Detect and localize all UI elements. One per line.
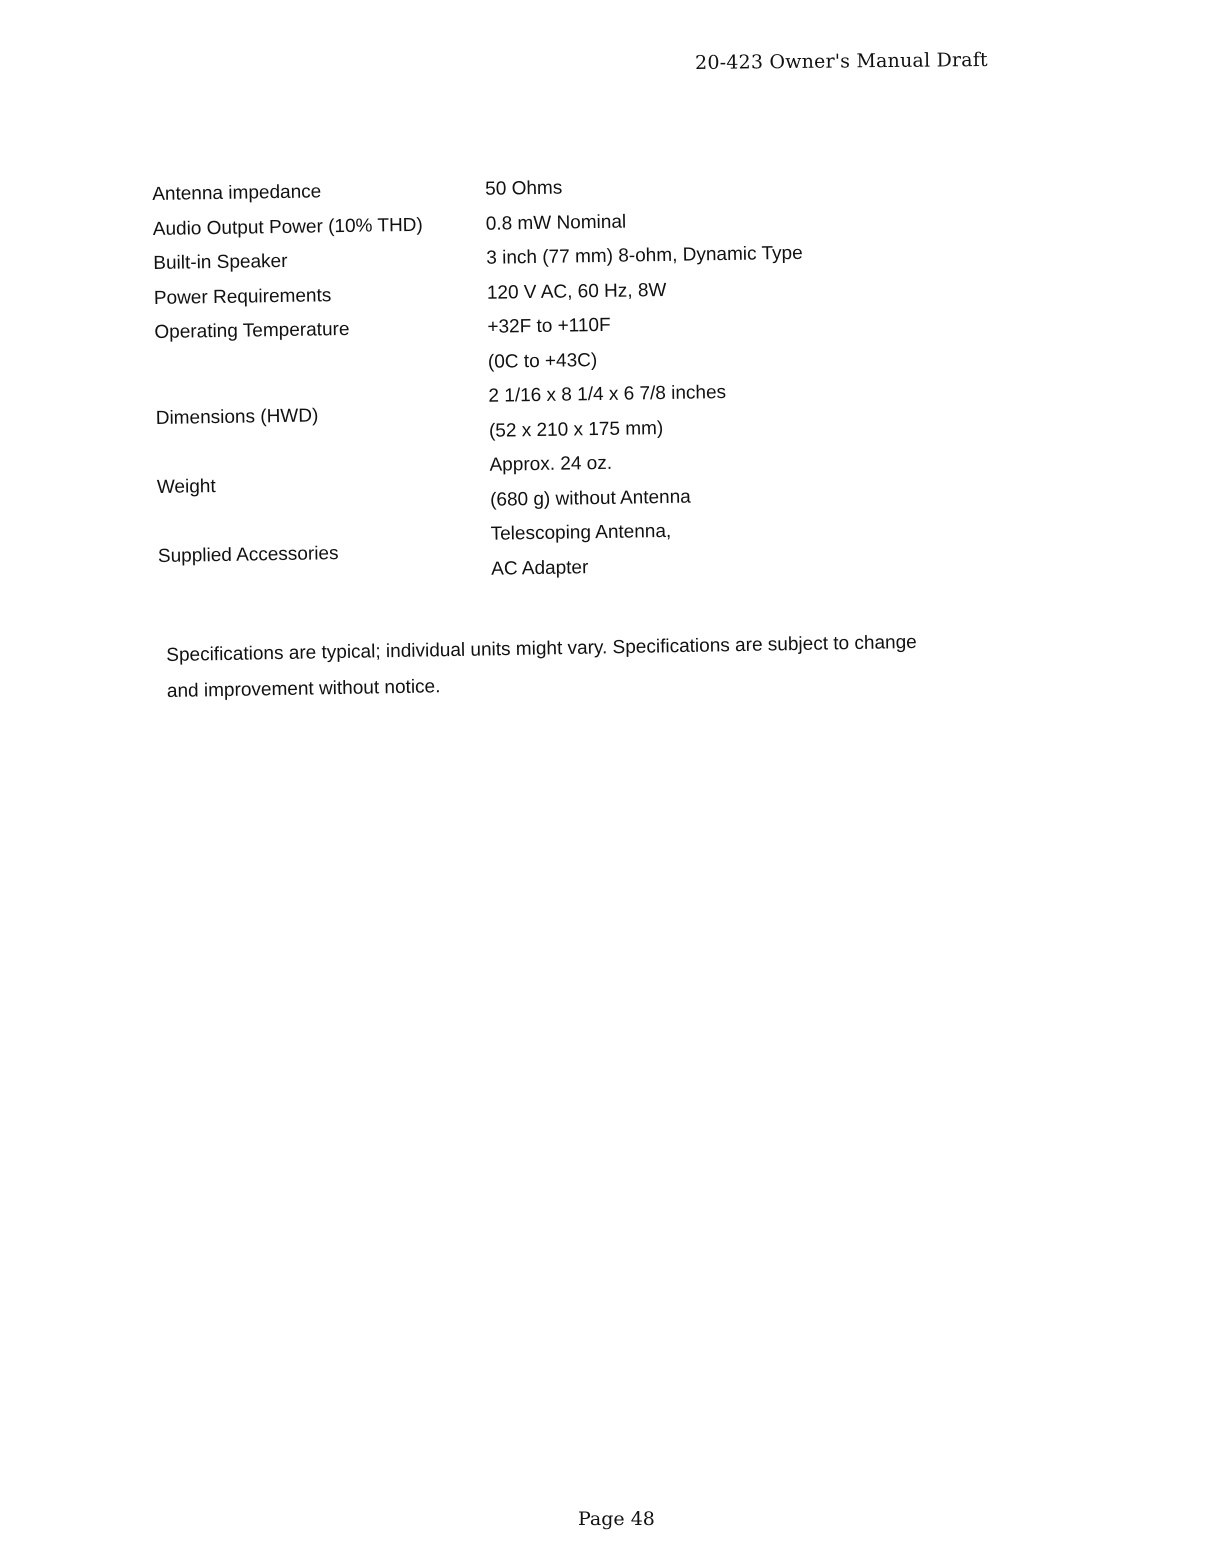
spec-value: (680 g) without Antenna: [489, 486, 691, 511]
spec-label: Antenna impedance: [152, 181, 322, 205]
specifications-note: [166, 623, 1027, 710]
spec-label: Supplied Accessories: [157, 543, 339, 567]
spec-label: Power Requirements: [153, 284, 332, 309]
spec-label: Audio Output Power (10% THD): [152, 214, 423, 240]
spec-value: AC Adapter: [491, 556, 589, 580]
spec-value: (52 x 210 x 175 mm): [488, 417, 664, 442]
document-header: 20-423 Owner's Manual Draft: [695, 48, 988, 74]
spec-label: Dimensions (HWD): [155, 405, 319, 429]
spec-value: Telescoping Antenna,: [490, 520, 672, 545]
specifications-table: [152, 164, 1058, 592]
note-line: and improvement without notice.: [166, 676, 441, 702]
spec-label: Operating Temperature: [154, 318, 350, 343]
spec-value: 2 1/16 x 8 1/4 x 6 7/8 inches: [488, 382, 727, 407]
spec-value: 50 Ohms: [485, 177, 563, 200]
spec-row-supplied-accessories: [157, 509, 1058, 592]
spec-value: 120 V AC, 60 Hz, 8W: [486, 279, 667, 304]
spec-value: +32F to +110F: [487, 314, 611, 338]
spec-label: Weight: [156, 476, 216, 498]
spec-value: 3 inch (77 mm) 8-ohm, Dynamic Type: [486, 242, 803, 269]
page-number: Page 48: [578, 1508, 655, 1530]
spec-label: Built-in Speaker: [153, 250, 288, 274]
spec-value: (0C to +43C): [487, 349, 598, 373]
spec-value: Approx. 24 oz.: [489, 452, 613, 476]
spec-value: 0.8 mW Nominal: [485, 211, 627, 235]
note-line: Specifications are typical; individual units might vary. Specifications are subject to change: [166, 631, 917, 666]
